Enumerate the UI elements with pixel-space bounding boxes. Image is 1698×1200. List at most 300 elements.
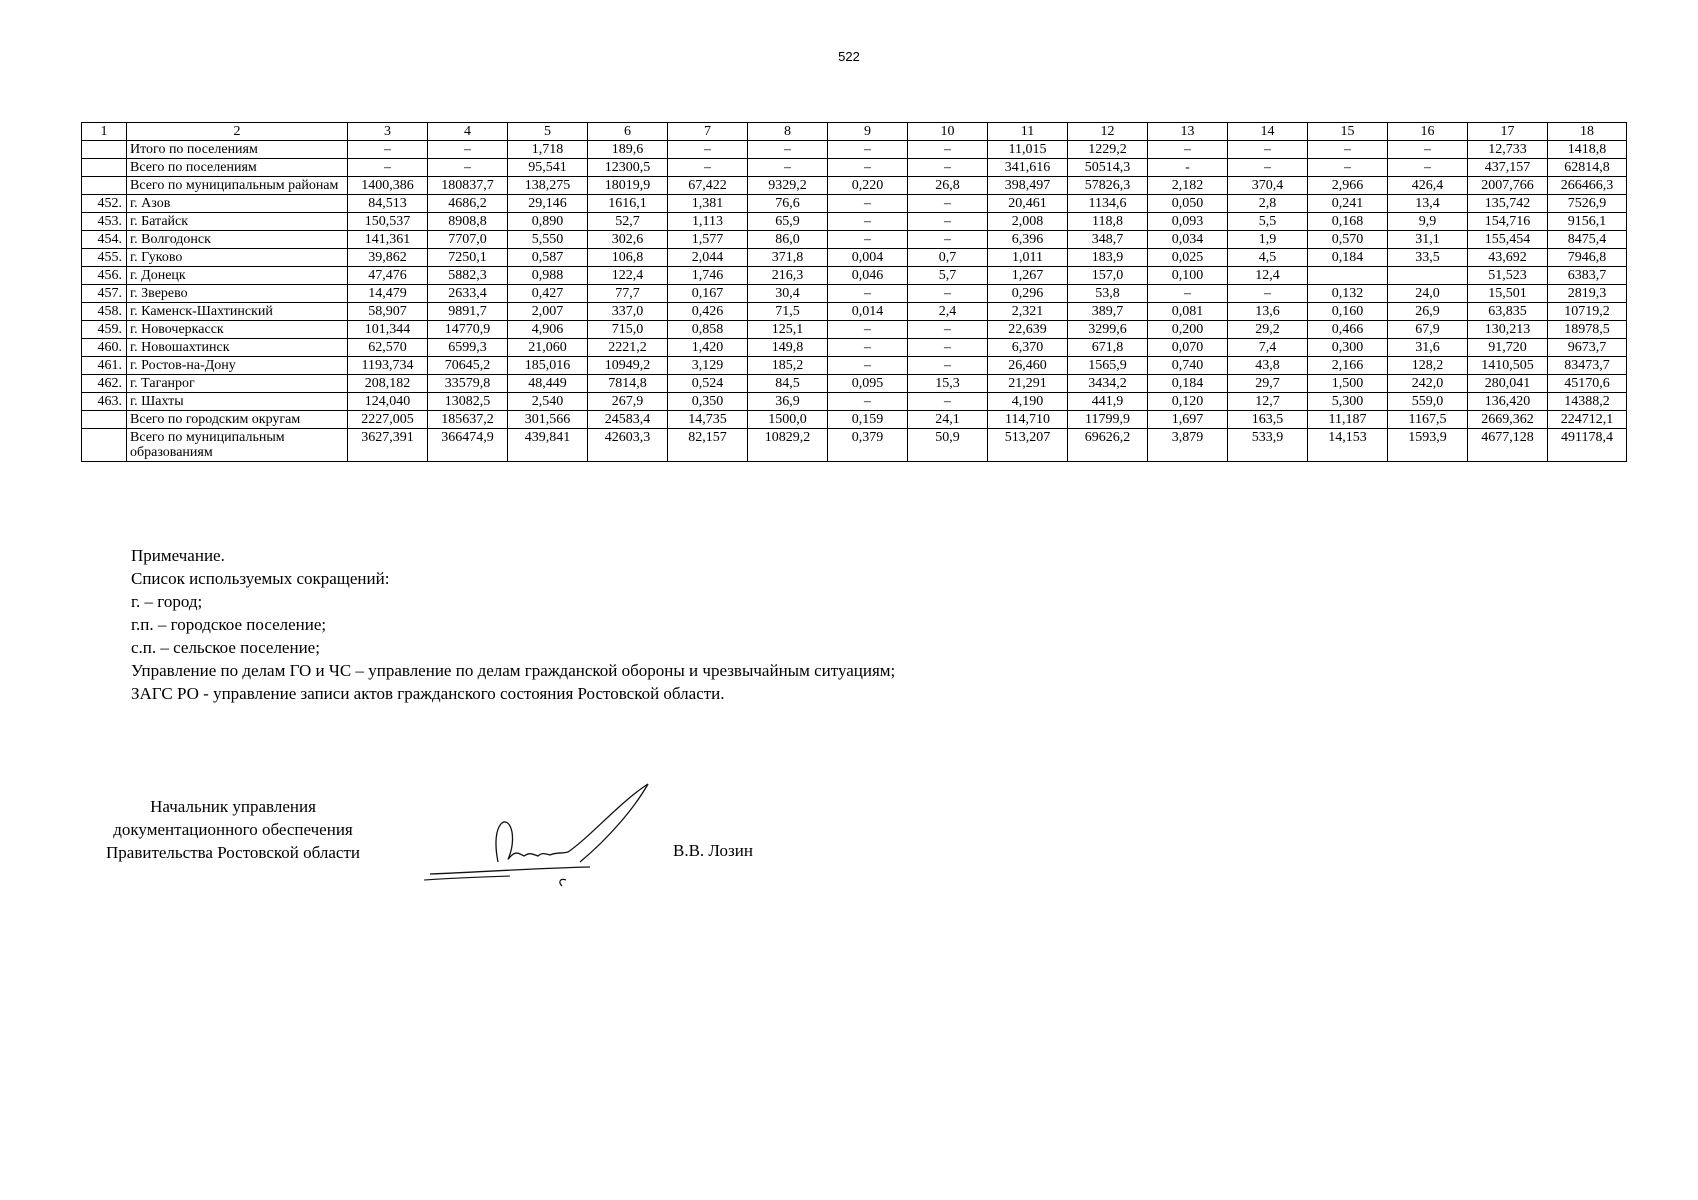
table-row xyxy=(82,321,1627,339)
row-number: 460. xyxy=(82,339,127,357)
table-cell: – xyxy=(828,195,908,213)
table-cell: 26,460 xyxy=(988,357,1068,375)
table-cell xyxy=(1388,267,1468,285)
table-cell: 1,718 xyxy=(508,141,588,159)
table-cell: – xyxy=(828,159,908,177)
table-cell: 136,420 xyxy=(1468,393,1548,411)
table-cell: 366474,9 xyxy=(428,429,508,462)
signatory-block xyxy=(78,795,388,864)
row-name: Всего по городским округам xyxy=(127,411,348,429)
table-cell: 3,879 xyxy=(1148,429,1228,462)
table-cell: 12,4 xyxy=(1228,267,1308,285)
notes-section xyxy=(131,544,895,705)
table-cell: 11,015 xyxy=(988,141,1068,159)
table-cell: 1,420 xyxy=(668,339,748,357)
table-cell: 0,160 xyxy=(1308,303,1388,321)
table-cell: 6,370 xyxy=(988,339,1068,357)
table-row xyxy=(82,159,1627,177)
table-cell: 5882,3 xyxy=(428,267,508,285)
row-number xyxy=(82,177,127,195)
table-cell: 114,710 xyxy=(988,411,1068,429)
table-cell: - xyxy=(1148,159,1228,177)
note-line: ЗАГС РО - управление записи актов гражданского состояния Ростовской области. xyxy=(131,684,725,703)
table-cell: 208,182 xyxy=(348,375,428,393)
row-name: г. Новочеркасск xyxy=(127,321,348,339)
table-cell: 3434,2 xyxy=(1068,375,1148,393)
table-cell: 84,513 xyxy=(348,195,428,213)
table-cell: 30,4 xyxy=(748,285,828,303)
table-cell: 337,0 xyxy=(588,303,668,321)
table-cell: – xyxy=(348,159,428,177)
table-cell: 13,4 xyxy=(1388,195,1468,213)
table-cell: 439,841 xyxy=(508,429,588,462)
table-cell: 10829,2 xyxy=(748,429,828,462)
table-cell: 2669,362 xyxy=(1468,411,1548,429)
table-cell: 0,587 xyxy=(508,249,588,267)
row-name: г. Таганрог xyxy=(127,375,348,393)
table-cell: 0,740 xyxy=(1148,357,1228,375)
table-cell: – xyxy=(908,357,988,375)
table-cell: 163,5 xyxy=(1228,411,1308,429)
table-cell: 67,422 xyxy=(668,177,748,195)
table-cell: 6383,7 xyxy=(1548,267,1627,285)
table-cell: – xyxy=(908,285,988,303)
table-cell: 82,157 xyxy=(668,429,748,462)
table-cell: 242,0 xyxy=(1388,375,1468,393)
table-cell: 0,120 xyxy=(1148,393,1228,411)
table-cell: 0,427 xyxy=(508,285,588,303)
row-name: Всего по муниципальным районам xyxy=(127,177,348,195)
table-cell: 2,4 xyxy=(908,303,988,321)
row-name: г. Батайск xyxy=(127,213,348,231)
table-cell: – xyxy=(668,159,748,177)
signatory-title-line: документационного обеспечения xyxy=(113,820,353,839)
note-line: Примечание. xyxy=(131,546,225,565)
table-cell: 39,862 xyxy=(348,249,428,267)
table-cell: – xyxy=(828,393,908,411)
table-cell: 0,220 xyxy=(828,177,908,195)
table-cell: 0,570 xyxy=(1308,231,1388,249)
table-cell: 6,396 xyxy=(988,231,1068,249)
table-cell: 1,577 xyxy=(668,231,748,249)
table-cell: 1,267 xyxy=(988,267,1068,285)
table-cell: 0,050 xyxy=(1148,195,1228,213)
row-name: г. Каменск-Шахтинский xyxy=(127,303,348,321)
table-cell: 0,100 xyxy=(1148,267,1228,285)
table-row xyxy=(82,393,1627,411)
table-cell: 1,113 xyxy=(668,213,748,231)
page-number: 522 xyxy=(838,49,860,64)
table-cell: 10949,2 xyxy=(588,357,668,375)
table-cell: 0,241 xyxy=(1308,195,1388,213)
table-cell: 5,7 xyxy=(908,267,988,285)
note-line: Управление по делам ГО и ЧС – управление по делам гражданской обороны и чрезвычайным ситуациям; xyxy=(131,661,896,680)
table-cell: 371,8 xyxy=(748,249,828,267)
table-cell: 0,004 xyxy=(828,249,908,267)
table-cell: 71,5 xyxy=(748,303,828,321)
table-cell: – xyxy=(668,141,748,159)
table-cell: 341,616 xyxy=(988,159,1068,177)
column-header: 10 xyxy=(908,123,988,141)
table-cell: 29,146 xyxy=(508,195,588,213)
table-cell: 11,187 xyxy=(1308,411,1388,429)
note-line: Список используемых сокращений: xyxy=(131,569,390,588)
table-cell: 0,184 xyxy=(1148,375,1228,393)
table-cell: 2,8 xyxy=(1228,195,1308,213)
row-name: г. Зверево xyxy=(127,285,348,303)
table-cell: 0,988 xyxy=(508,267,588,285)
table-cell: – xyxy=(828,285,908,303)
table-cell: 180837,7 xyxy=(428,177,508,195)
table-row xyxy=(82,141,1627,159)
table-cell: 83473,7 xyxy=(1548,357,1627,375)
table-cell: 0,025 xyxy=(1148,249,1228,267)
table-cell: 0,200 xyxy=(1148,321,1228,339)
table-cell: 280,041 xyxy=(1468,375,1548,393)
table-cell: 1167,5 xyxy=(1388,411,1468,429)
table-row xyxy=(82,267,1627,285)
column-header: 7 xyxy=(668,123,748,141)
table-cell: 1500,0 xyxy=(748,411,828,429)
table-cell: 0,014 xyxy=(828,303,908,321)
table-cell: 14,153 xyxy=(1308,429,1388,462)
table-cell: 58,907 xyxy=(348,303,428,321)
table-cell: 4686,2 xyxy=(428,195,508,213)
table-cell: 0,300 xyxy=(1308,339,1388,357)
table-cell: 26,9 xyxy=(1388,303,1468,321)
table-cell: 1,500 xyxy=(1308,375,1388,393)
table-cell: 7946,8 xyxy=(1548,249,1627,267)
table-cell: – xyxy=(1308,141,1388,159)
table-cell: 10719,2 xyxy=(1548,303,1627,321)
table-row xyxy=(82,249,1627,267)
table-cell: 130,213 xyxy=(1468,321,1548,339)
row-name: Всего по поселениям xyxy=(127,159,348,177)
table-row xyxy=(82,177,1627,195)
table-cell: 154,716 xyxy=(1468,213,1548,231)
table-cell: 141,361 xyxy=(348,231,428,249)
row-number: 453. xyxy=(82,213,127,231)
table-cell: – xyxy=(908,339,988,357)
table-cell: – xyxy=(428,141,508,159)
table-cell: 31,1 xyxy=(1388,231,1468,249)
table-cell: 0,379 xyxy=(828,429,908,462)
table-cell: 2,540 xyxy=(508,393,588,411)
table-cell: 67,9 xyxy=(1388,321,1468,339)
table-row xyxy=(82,429,1627,462)
table-cell: 1,9 xyxy=(1228,231,1308,249)
row-number xyxy=(82,159,127,177)
table-cell: 2227,005 xyxy=(348,411,428,429)
table-cell: 11799,9 xyxy=(1068,411,1148,429)
table-cell: 1565,9 xyxy=(1068,357,1148,375)
table-cell: 426,4 xyxy=(1388,177,1468,195)
table-cell: 125,1 xyxy=(748,321,828,339)
table-cell: 671,8 xyxy=(1068,339,1148,357)
column-header: 9 xyxy=(828,123,908,141)
row-number xyxy=(82,141,127,159)
table-cell: 106,8 xyxy=(588,249,668,267)
table-cell: – xyxy=(908,159,988,177)
data-table xyxy=(81,122,1627,462)
table-header-row xyxy=(82,123,1627,141)
table-cell: 1,697 xyxy=(1148,411,1228,429)
table-cell: 7,4 xyxy=(1228,339,1308,357)
table-cell: 7707,0 xyxy=(428,231,508,249)
column-header: 3 xyxy=(348,123,428,141)
table-cell: 26,8 xyxy=(908,177,988,195)
row-number: 454. xyxy=(82,231,127,249)
table-cell: 491178,4 xyxy=(1548,429,1627,462)
row-number: 462. xyxy=(82,375,127,393)
row-number xyxy=(82,429,127,462)
table-cell: – xyxy=(828,357,908,375)
table-cell: 101,344 xyxy=(348,321,428,339)
table-cell: 63,835 xyxy=(1468,303,1548,321)
table-cell: 0,296 xyxy=(988,285,1068,303)
table-cell: 0,167 xyxy=(668,285,748,303)
table-cell: – xyxy=(1308,159,1388,177)
table-cell: 9673,7 xyxy=(1548,339,1627,357)
row-number: 455. xyxy=(82,249,127,267)
table-row xyxy=(82,375,1627,393)
table-cell: 3,129 xyxy=(668,357,748,375)
table-cell: 36,9 xyxy=(748,393,828,411)
signatory-title-line: Правительства Ростовской области xyxy=(106,843,360,862)
table-cell: 84,5 xyxy=(748,375,828,393)
column-header: 17 xyxy=(1468,123,1548,141)
table-cell: 0,081 xyxy=(1148,303,1228,321)
table-cell: 9156,1 xyxy=(1548,213,1627,231)
table-cell: 0,159 xyxy=(828,411,908,429)
table-cell: 7526,9 xyxy=(1548,195,1627,213)
table-cell: 437,157 xyxy=(1468,159,1548,177)
table-cell: 70645,2 xyxy=(428,357,508,375)
table-cell: 8908,8 xyxy=(428,213,508,231)
column-header: 1 xyxy=(82,123,127,141)
table-cell: – xyxy=(748,159,828,177)
table-cell: 2819,3 xyxy=(1548,285,1627,303)
table-cell: 128,2 xyxy=(1388,357,1468,375)
table-cell: 1410,505 xyxy=(1468,357,1548,375)
table-row xyxy=(82,213,1627,231)
table-cell: 5,5 xyxy=(1228,213,1308,231)
table-cell: – xyxy=(828,141,908,159)
table-cell: 76,6 xyxy=(748,195,828,213)
table-cell: 441,9 xyxy=(1068,393,1148,411)
table-cell: 7250,1 xyxy=(428,249,508,267)
table-cell: 5,550 xyxy=(508,231,588,249)
table-cell: 266466,3 xyxy=(1548,177,1627,195)
table-cell: 157,0 xyxy=(1068,267,1148,285)
table-cell: 513,207 xyxy=(988,429,1068,462)
table-row xyxy=(82,303,1627,321)
table-cell: 302,6 xyxy=(588,231,668,249)
column-header: 12 xyxy=(1068,123,1148,141)
table-cell: 122,4 xyxy=(588,267,668,285)
row-number: 459. xyxy=(82,321,127,339)
table-cell: 0,426 xyxy=(668,303,748,321)
row-number: 457. xyxy=(82,285,127,303)
table-row xyxy=(82,285,1627,303)
table-cell: 1,381 xyxy=(668,195,748,213)
table-cell: 224712,1 xyxy=(1548,411,1627,429)
row-number: 458. xyxy=(82,303,127,321)
table-cell: 50,9 xyxy=(908,429,988,462)
table-cell: 185637,2 xyxy=(428,411,508,429)
table-cell: 3627,391 xyxy=(348,429,428,462)
table-cell: 53,8 xyxy=(1068,285,1148,303)
table-cell: – xyxy=(1388,159,1468,177)
table-cell: 1,011 xyxy=(988,249,1068,267)
table-cell: 14388,2 xyxy=(1548,393,1627,411)
table-cell: 8475,4 xyxy=(1548,231,1627,249)
table-cell: 77,7 xyxy=(588,285,668,303)
row-name: г. Донецк xyxy=(127,267,348,285)
table-row xyxy=(82,231,1627,249)
table-cell: – xyxy=(828,339,908,357)
table-row xyxy=(82,195,1627,213)
table-cell: 29,7 xyxy=(1228,375,1308,393)
table-cell: 398,497 xyxy=(988,177,1068,195)
table-cell: 715,0 xyxy=(588,321,668,339)
table-cell: 4,190 xyxy=(988,393,1068,411)
row-name: Всего по муниципальным образованиям xyxy=(127,429,348,462)
table-cell: 118,8 xyxy=(1068,213,1148,231)
table-cell: 2,166 xyxy=(1308,357,1388,375)
table-cell: – xyxy=(908,195,988,213)
table-cell: 185,016 xyxy=(508,357,588,375)
table-cell: 62814,8 xyxy=(1548,159,1627,177)
column-header: 6 xyxy=(588,123,668,141)
table-cell: 0,184 xyxy=(1308,249,1388,267)
table-cell: 95,541 xyxy=(508,159,588,177)
table-cell: 50514,3 xyxy=(1068,159,1148,177)
table-cell: 1229,2 xyxy=(1068,141,1148,159)
table-cell: 559,0 xyxy=(1388,393,1468,411)
table-cell: 267,9 xyxy=(588,393,668,411)
table-cell: 14,735 xyxy=(668,411,748,429)
table-cell: 62,570 xyxy=(348,339,428,357)
signatory-title-line: Начальник управления xyxy=(150,797,316,816)
table-cell: 24583,4 xyxy=(588,411,668,429)
table-cell: 47,476 xyxy=(348,267,428,285)
table-cell: – xyxy=(908,393,988,411)
table-cell: 18978,5 xyxy=(1548,321,1627,339)
row-name: г. Шахты xyxy=(127,393,348,411)
note-line: с.п. – сельское поселение; xyxy=(131,638,320,657)
table-cell: 15,3 xyxy=(908,375,988,393)
table-cell: 12,7 xyxy=(1228,393,1308,411)
table-cell: 33579,8 xyxy=(428,375,508,393)
table-cell: 0,350 xyxy=(668,393,748,411)
table-cell: – xyxy=(1228,141,1308,159)
table-cell: 2221,2 xyxy=(588,339,668,357)
table-cell: 2,007 xyxy=(508,303,588,321)
table-cell: 2,008 xyxy=(988,213,1068,231)
table-cell: 1593,9 xyxy=(1388,429,1468,462)
row-number: 461. xyxy=(82,357,127,375)
row-name: г. Гуково xyxy=(127,249,348,267)
table-cell: 185,2 xyxy=(748,357,828,375)
table-cell: – xyxy=(828,213,908,231)
table-cell: – xyxy=(828,321,908,339)
table-cell: 183,9 xyxy=(1068,249,1148,267)
table-cell: 0,034 xyxy=(1148,231,1228,249)
table-cell xyxy=(1308,267,1388,285)
table-cell: 2,321 xyxy=(988,303,1068,321)
table-cell: – xyxy=(748,141,828,159)
table-cell: 124,040 xyxy=(348,393,428,411)
column-header: 5 xyxy=(508,123,588,141)
table-cell: 150,537 xyxy=(348,213,428,231)
table-cell: 21,291 xyxy=(988,375,1068,393)
table-cell: 15,501 xyxy=(1468,285,1548,303)
table-cell: – xyxy=(908,231,988,249)
table-cell: 86,0 xyxy=(748,231,828,249)
table-cell: 12,733 xyxy=(1468,141,1548,159)
table-cell: 0,466 xyxy=(1308,321,1388,339)
table-cell: 389,7 xyxy=(1068,303,1148,321)
table-cell: 18019,9 xyxy=(588,177,668,195)
column-header: 15 xyxy=(1308,123,1388,141)
table-cell: 0,095 xyxy=(828,375,908,393)
table-cell: 1616,1 xyxy=(588,195,668,213)
table-cell: – xyxy=(1388,141,1468,159)
table-cell: 69626,2 xyxy=(1068,429,1148,462)
table-cell: 13,6 xyxy=(1228,303,1308,321)
note-line: г. – город; xyxy=(131,592,203,611)
table-cell: 20,461 xyxy=(988,195,1068,213)
table-cell: 301,566 xyxy=(508,411,588,429)
table-cell: 135,742 xyxy=(1468,195,1548,213)
table-cell: 0,132 xyxy=(1308,285,1388,303)
table-cell: 138,275 xyxy=(508,177,588,195)
table-cell: 2,044 xyxy=(668,249,748,267)
column-header: 14 xyxy=(1228,123,1308,141)
signer-name: В.В. Лозин xyxy=(673,841,753,860)
table-cell: 149,8 xyxy=(748,339,828,357)
table-cell: 22,639 xyxy=(988,321,1068,339)
table-cell: 2,966 xyxy=(1308,177,1388,195)
table-cell: 0,890 xyxy=(508,213,588,231)
row-name: г. Новошахтинск xyxy=(127,339,348,357)
table-cell: 43,692 xyxy=(1468,249,1548,267)
table-cell: – xyxy=(1148,141,1228,159)
table-cell: – xyxy=(908,321,988,339)
table-cell: – xyxy=(828,231,908,249)
column-header: 4 xyxy=(428,123,508,141)
column-header: 11 xyxy=(988,123,1068,141)
table-cell: 0,070 xyxy=(1148,339,1228,357)
table-cell: 24,0 xyxy=(1388,285,1468,303)
row-number xyxy=(82,411,127,429)
table-cell: 9329,2 xyxy=(748,177,828,195)
table-row xyxy=(82,339,1627,357)
column-header: 13 xyxy=(1148,123,1228,141)
table-cell: 2633,4 xyxy=(428,285,508,303)
table-cell: 0,168 xyxy=(1308,213,1388,231)
column-header: 2 xyxy=(127,123,348,141)
table-cell: 31,6 xyxy=(1388,339,1468,357)
row-number: 463. xyxy=(82,393,127,411)
table-cell: 9,9 xyxy=(1388,213,1468,231)
table-cell: 1400,386 xyxy=(348,177,428,195)
note-line: г.п. – городское поселение; xyxy=(131,615,327,634)
row-name: Итого по поселениям xyxy=(127,141,348,159)
table-cell: – xyxy=(1228,285,1308,303)
table-cell: 348,7 xyxy=(1068,231,1148,249)
